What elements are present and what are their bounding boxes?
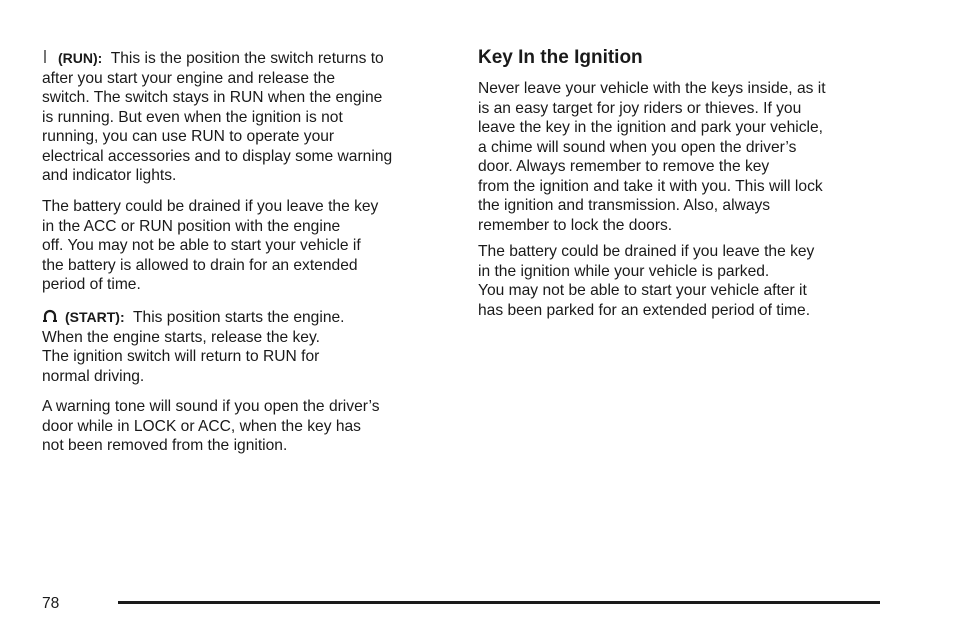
start-paragraph <box>42 308 452 386</box>
run-text: This is the position the switch returns to after you start your engine and release the switch. The switch stays in RUN when the engine is running. But even when the ignition is not running, you can use RUN to operate your electrical accessories and to display some warning and indicator lights. <box>42 50 393 184</box>
run-label: (RUN): <box>58 50 103 66</box>
start-label: (START): <box>65 309 125 325</box>
run-position-icon <box>42 49 58 69</box>
start-position-icon <box>42 308 65 328</box>
battery-paragraph: The battery could be drained if you leave the key in the ACC or RUN position with the engine off. You may not be able to start your vehicle if the battery is allowed to drain for an extended period of time. <box>42 198 379 293</box>
warning-paragraph: A warning tone will sound if you open the driver’s door while in LOCK or ACC, when the key has not been removed from the ignition. <box>42 398 380 454</box>
section-heading: Key In the Ignition <box>478 47 643 68</box>
footer-rule <box>118 601 880 604</box>
start-text: This position starts the engine. When the engine starts, release the key. The ignition switch will return to RUN for normal driving. <box>42 309 345 385</box>
page-number: 78 <box>42 595 60 612</box>
key-ignition-paragraph-1: Never leave your vehicle with the keys inside, as it is an easy target for joy riders or thieves. If you leave the key in the ignition and park your vehicle, a chime will sound when you open the driver’s door. Always remember to remove the key from the ignition and take it with you. This will lock the ignition and transmission. Also, always remember to lock the doors. <box>478 80 826 234</box>
run-paragraph <box>42 49 452 186</box>
key-ignition-paragraph-2: The battery could be drained if you leave the key in the ignition while your vehicle is parked. You may not be able to start your vehicle after it has been parked for an extended period of time. <box>478 243 815 319</box>
